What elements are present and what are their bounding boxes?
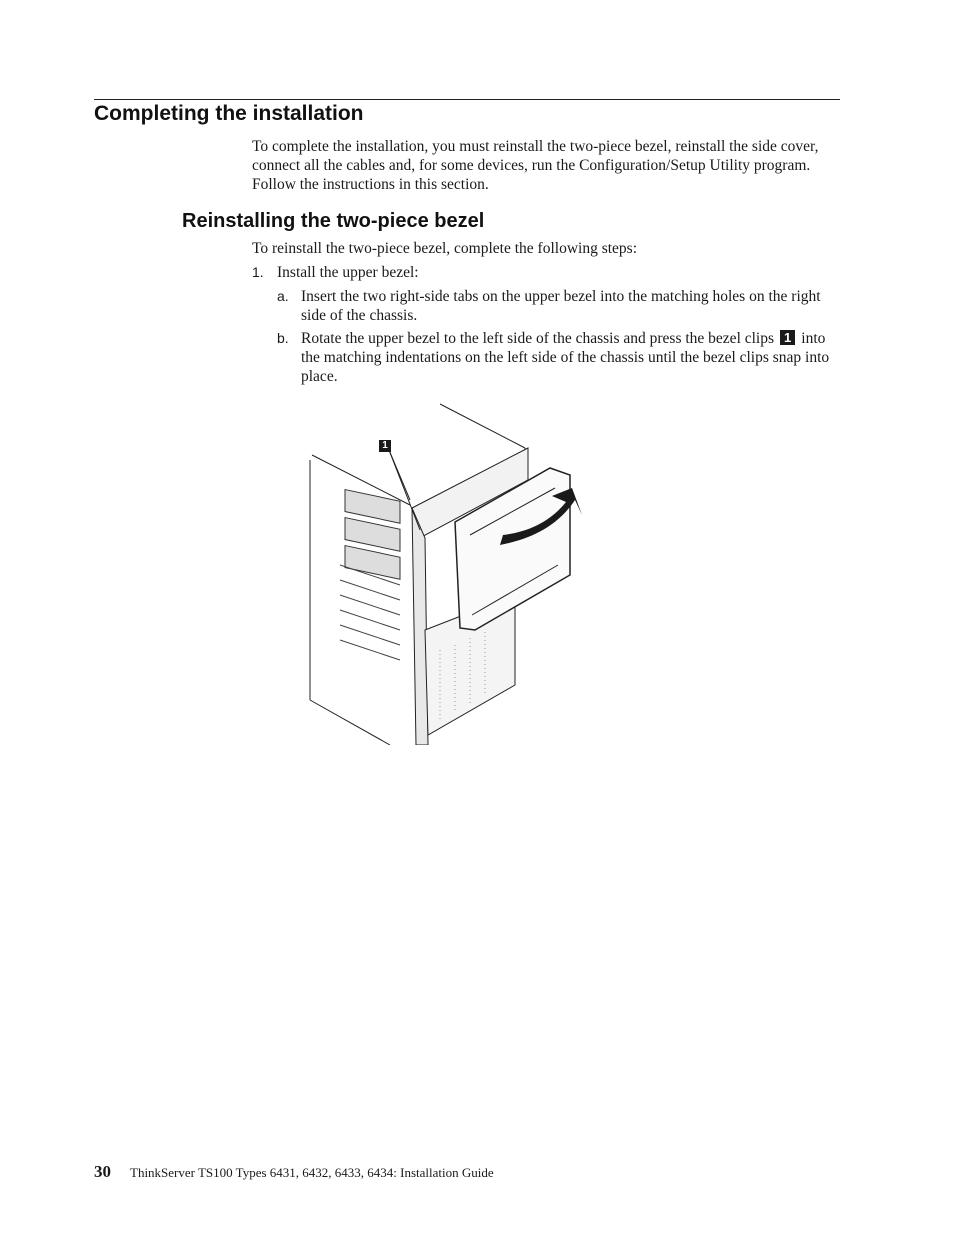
drive-bays [345, 490, 400, 580]
step-1a-text: Insert the two right-side tabs on the upper bezel into the matching holes on the right side of the chassis. [301, 288, 821, 324]
callout-1-badge: 1 [780, 330, 795, 345]
step-1b-text-after: into the matching indentations on the left side of the chassis until the bezel clips snap into place. [301, 330, 830, 385]
page-number: 30 [94, 1162, 111, 1181]
section-intro: To complete the installation, you must reinstall the two-piece bezel, reinstall the side cover, connect all the cables and, for some devices, run the Configuration/Setup Utility program. Follow the instructions in this section. [252, 138, 819, 193]
chassis-bottom-edge [310, 700, 390, 745]
chassis-top-back-edge [440, 404, 525, 448]
section-rule [94, 99, 840, 100]
step-1b-text-before: Rotate the upper bezel to the left side of the chassis and press the bezel clips [301, 330, 775, 347]
expansion-slots [340, 565, 400, 660]
step-1b-letter: b. [277, 330, 289, 346]
bezel-installation-illustration [300, 400, 590, 745]
step-1-number: 1. [252, 264, 264, 280]
step-1-text: Install the upper bezel: [277, 264, 419, 281]
section-title: Completing the installation [94, 102, 364, 125]
step-1a-letter: a. [277, 288, 289, 304]
subsection-title: Reinstalling the two-piece bezel [182, 210, 485, 232]
footer-title: ThinkServer TS100 Types 6431, 6432, 6433, 6434: Installation Guide [130, 1165, 494, 1180]
chassis-front-edge [412, 508, 428, 745]
step-1b-text [301, 329, 842, 386]
figure-callout-1: 1 [379, 440, 391, 452]
subsection-lead: To reinstall the two-piece bezel, complete the following steps: [252, 240, 638, 257]
